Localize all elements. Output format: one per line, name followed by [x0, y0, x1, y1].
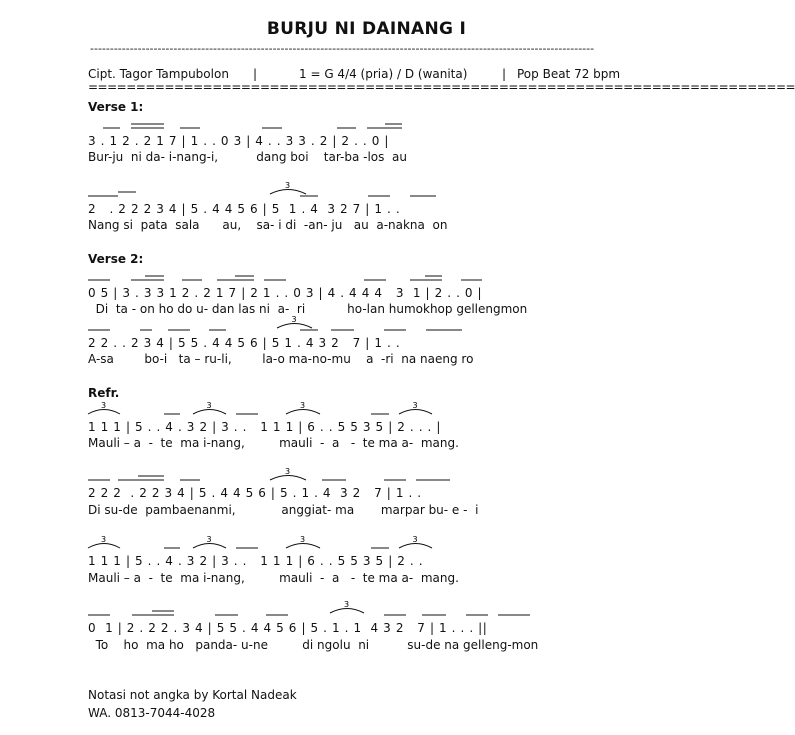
lyric-line-2: Nang si pata sala au, sa- i di -an- ju au a-nakna on — [88, 218, 448, 232]
header-double-separator: ========================================================================== — [88, 80, 795, 94]
lyric-line-5: Mauli – a - te ma i-nang, mauli - a - te ma a- mang. — [88, 436, 459, 450]
triplet-slur-mark — [270, 476, 306, 481]
notation-line-5: 1 1 1 | 5 . . 4 . 3 2 | 3 . . 1 1 1 | 6 . . 5 5 3 5 | 2 . . . | — [88, 420, 442, 434]
notation-line-2: 2 . 2 2 2 3 4 | 5 . 4 4 5 6 | 5 1 . 4 3 2 7 | 1 . . — [88, 202, 401, 216]
triplet-slur-mark — [193, 410, 226, 415]
triplet-mark: 3 — [300, 401, 306, 410]
header-separator: | — [253, 67, 258, 81]
composer-credit: Cipt. Tagor Tampubolon — [88, 67, 229, 81]
triplet-mark: 3 — [206, 401, 212, 410]
key-signature: 1 = G 4/4 (pria) / D (wanita) — [299, 67, 468, 81]
triplet-mark: 3 — [101, 535, 107, 544]
triplet-slur-mark — [88, 544, 120, 549]
notation-line-4: 2 2 . . 2 3 4 | 5 5 . 4 4 5 6 | 5 1 . 4 3 2 7 | 1 . . — [88, 336, 401, 350]
triplet-slur-mark — [399, 410, 432, 415]
triplet-slur-mark — [88, 410, 120, 415]
triplet-slur-mark — [286, 410, 320, 415]
lyric-line-7: Mauli – a - te ma i-nang, mauli - a - te ma a- mang. — [88, 571, 459, 585]
lyric-line-8: To ho ma ho panda- u-ne di ngolu ni su-de na gelleng-mon — [88, 638, 539, 652]
lyric-line-4: A-sa bo-i ta – ru-li, la-o ma-no-mu a -ri na naeng ro — [88, 352, 474, 366]
triplet-mark: 3 — [285, 181, 291, 190]
triplet-mark: 3 — [412, 535, 418, 544]
triplet-mark: 3 — [101, 401, 107, 410]
title-underline-separator: ------------------------------------------------------------------------------------------------------------------------------- — [90, 42, 595, 55]
section-verse-2: Verse 2: — [88, 252, 144, 266]
notation-line-3: 0 5 | 3 . 3 3 1 2 . 2 1 7 | 2 1 . . 0 3 | 4 . 4 4 4 3 1 | 2 . . 0 | — [88, 286, 483, 300]
triplet-mark: 3 — [285, 467, 291, 476]
notation-line-1: 3 . 1 2 . 2 1 7 | 1 . . 0 3 | 4 . . 3 3 . 2 | 2 . . 0 | — [88, 134, 390, 148]
footer-credit: Notasi not angka by Kortal Nadeak — [88, 688, 297, 702]
triplet-slur-mark — [399, 544, 432, 549]
notation-line-6: 2 2 2 . 2 2 3 4 | 5 . 4 4 5 6 | 5 . 1 . 4 3 2 7 | 1 . . — [88, 486, 422, 500]
triplet-mark: 3 — [206, 535, 212, 544]
triplet-mark: 3 — [300, 535, 306, 544]
triplet-mark: 3 — [291, 315, 297, 324]
notation-line-7: 1 1 1 | 5 . . 4 . 3 2 | 3 . . 1 1 1 | 6 . . 5 5 3 5 | 2 . . — [88, 554, 424, 568]
tempo-info: Pop Beat 72 bpm — [517, 67, 621, 81]
triplet-mark: 3 — [412, 401, 418, 410]
notation-line-8: 0 1 | 2 . 2 2 . 3 4 | 5 5 . 4 4 5 6 | 5 . 1 . 1 4 3 2 7 | 1 . . . || — [88, 621, 488, 635]
song-title: BURJU NI DAINANG I — [266, 19, 467, 39]
lyric-line-1: Bur-ju ni da- i-nang-i, dang boi tar-ba -los au — [88, 150, 407, 164]
triplet-slur-mark — [277, 324, 312, 329]
section-refrain: Refr. — [88, 386, 120, 400]
footer-contact: WA. 0813-7044-4028 — [88, 706, 216, 720]
triplet-slur-mark — [330, 609, 364, 614]
triplet-slur-mark — [286, 544, 320, 549]
triplet-slur-mark — [270, 190, 306, 195]
header-separator: | — [502, 67, 507, 81]
section-verse-1: Verse 1: — [88, 100, 144, 114]
triplet-slur-mark — [193, 544, 226, 549]
triplet-mark: 3 — [344, 600, 350, 609]
lyric-line-3: Di ta - on ho do u- dan las ni a- ri ho-lan humokhop gellengmon — [88, 302, 528, 316]
lyric-line-6: Di su-de pambaenanmi, anggiat- ma marpar bu- e - i — [88, 503, 479, 517]
